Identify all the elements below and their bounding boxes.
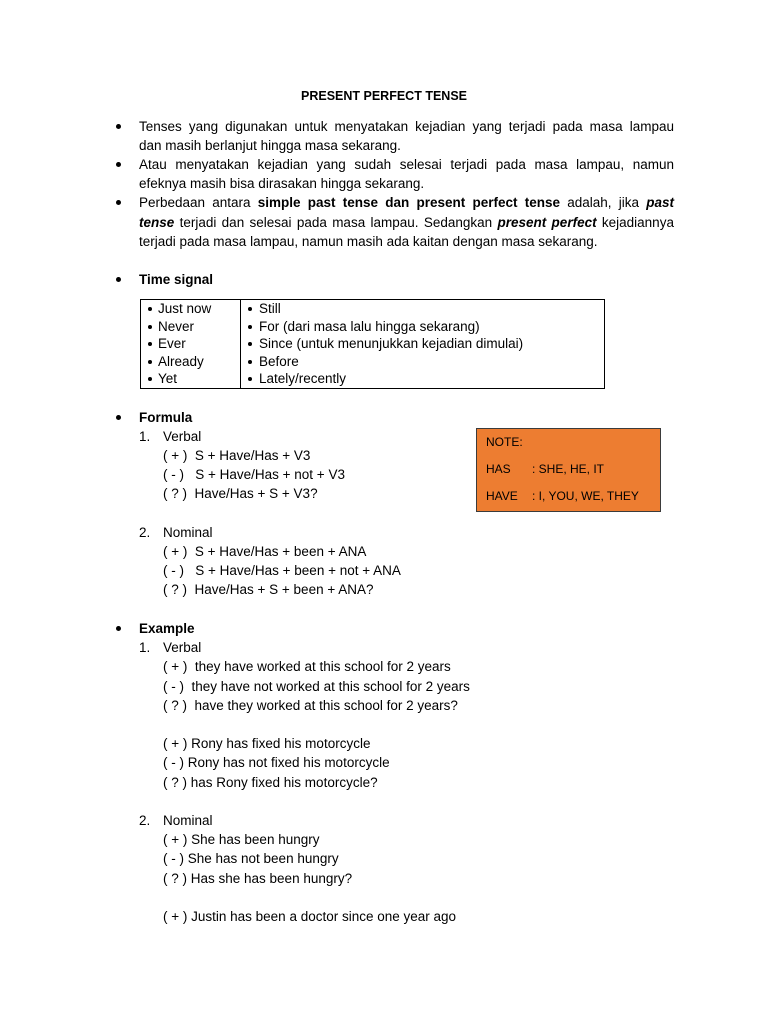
example-line: ( - ) they have not worked at this school for 2 years: [163, 678, 470, 694]
bullet-icon: [116, 162, 121, 167]
list-label: Nominal: [163, 524, 213, 540]
example-verbal-title: [139, 638, 470, 657]
bold-italic-term: present perfect: [497, 214, 597, 230]
bullet-icon: [248, 377, 252, 381]
time-signal-heading: [139, 270, 213, 289]
time-signal-table: [140, 299, 605, 389]
time-signal-text: Before: [259, 353, 299, 369]
bullet-icon: [248, 325, 252, 329]
formula-verbal-title: [139, 427, 401, 446]
bullet-icon: [248, 342, 252, 346]
list-label: Verbal: [163, 428, 202, 444]
intro-line: [139, 213, 674, 232]
bullet-icon: [148, 377, 152, 381]
time-signal-text: Just now: [158, 301, 212, 316]
note-box: [476, 428, 661, 512]
formula-line: ( + ) S + Have/Has + V3: [163, 447, 311, 463]
formula-line: ( - ) S + Have/Has + not + V3: [163, 467, 345, 483]
example-line: ( + ) they have worked at this school for 2 years: [163, 659, 451, 675]
time-signal-item: [241, 353, 604, 371]
plain-text: adalah, jika: [567, 195, 639, 211]
bullet-icon: [116, 277, 121, 282]
plain-text: terjadi dan selesai pada masa lampau. Sedangkan: [179, 214, 493, 230]
time-signal-item: [241, 370, 604, 388]
time-signal-item: [141, 300, 240, 318]
intro-item: [139, 193, 674, 251]
time-signal-text: Ever: [158, 336, 186, 352]
bullet-icon: [148, 360, 152, 364]
blank-line: [139, 888, 470, 907]
blank-line: [139, 504, 401, 523]
intro-line: [139, 193, 674, 212]
blank-line: [139, 715, 470, 734]
list-number: 2.: [139, 524, 151, 540]
formula-line: ( ? ) Have/Has + S + V3?: [163, 486, 318, 502]
time-signal-item: [241, 335, 604, 353]
page-title: PRESENT PERFECT TENSE: [301, 89, 467, 103]
note-label: HAVE: [486, 489, 518, 503]
note-value: : SHE, HE, IT: [532, 462, 605, 476]
example-section: [139, 619, 470, 926]
note-title: NOTE:: [486, 435, 523, 449]
time-signal-item: [141, 353, 240, 371]
bullet-icon: [248, 307, 252, 311]
bullet-icon: [148, 307, 152, 311]
time-signal-item: [241, 318, 604, 336]
time-signal-text: Since (untuk menunjukkan kejadian dimulai): [259, 336, 524, 352]
example-line: ( ? ) have they worked at this school for 2 years?: [163, 697, 458, 713]
formula-line: ( ? ) Have/Has + S + been + ANA?: [163, 582, 374, 598]
example-heading: [139, 619, 470, 638]
plain-text: Perbedaan antara: [139, 195, 251, 211]
time-signal-text: For (dari masa lalu hingga sekarang): [259, 318, 480, 334]
example-line: ( + ) Rony has fixed his motorcycle: [163, 736, 371, 752]
example-line: ( + ) She has been hungry: [163, 832, 320, 848]
intro-line: efeknya masih bisa dirasakan hingga sekarang.: [139, 176, 425, 192]
time-signal-item: [141, 370, 240, 388]
list-number: 1.: [139, 428, 151, 444]
bullet-icon: [148, 342, 152, 346]
example-nominal-title: [139, 811, 470, 830]
intro-line: dan masih berlanjut hingga masa sekarang.: [139, 137, 401, 153]
time-signal-item: [241, 300, 604, 318]
intro-line: terjadi pada masa lampau, namun masih ada kaitan dengan masa sekarang.: [139, 233, 598, 249]
time-signal-text: Never: [158, 318, 195, 334]
intro-item: [139, 155, 674, 193]
note-row: [486, 456, 660, 483]
list-label: Nominal: [163, 813, 213, 828]
plain-text: kejadiannya: [601, 214, 674, 230]
time-signal-item: [141, 335, 240, 353]
note-label: HAS: [486, 462, 511, 476]
note-row: [486, 483, 660, 510]
note-value: : I, YOU, WE, THEY: [532, 489, 639, 503]
intro-line: Atau menyatakan kejadian yang sudah selesai terjadi pada masa lampau, namun: [139, 156, 674, 172]
bold-italic-term: tense: [139, 214, 175, 230]
example-line: ( - ) She has not been hungry: [163, 851, 339, 867]
bold-term: simple past tense dan present perfect tense: [257, 195, 560, 211]
formula-line: ( - ) S + Have/Has + been + not + ANA: [163, 563, 401, 579]
list-label: Verbal: [163, 640, 202, 656]
bold-italic-term: past: [646, 195, 674, 211]
example-line: ( - ) Rony has not fixed his motorcycle: [163, 755, 390, 771]
formula-line: ( + ) S + Have/Has + been + ANA: [163, 543, 367, 559]
list-number: 1.: [139, 640, 151, 656]
time-signal-item: [141, 318, 240, 336]
time-signal-text: Yet: [158, 371, 178, 387]
time-signal-column-right: [241, 300, 604, 388]
bullet-icon: [148, 325, 152, 329]
time-signal-text: Still: [259, 301, 281, 316]
blank-line: [139, 792, 470, 811]
bullet-icon: [116, 200, 121, 205]
list-number: 2.: [139, 813, 151, 828]
formula-nominal-title: [139, 523, 401, 542]
bullet-icon: [116, 626, 121, 631]
intro-item: [139, 117, 674, 155]
bullet-icon: [248, 360, 252, 364]
time-signal-column-left: [141, 300, 241, 388]
example-line: ( + ) Justin has been a doctor since one year ago: [163, 909, 457, 924]
time-signal-text: Already: [158, 353, 204, 369]
heading-text: Formula: [139, 409, 193, 425]
bullet-icon: [116, 415, 121, 420]
heading-text: Time signal: [139, 271, 214, 287]
intro-line: Tenses yang digunakan untuk menyatakan kejadian yang terjadi pada masa lampau: [139, 118, 674, 134]
heading-text: Example: [139, 621, 195, 636]
example-line: ( ? ) has Rony fixed his motorcycle?: [163, 774, 378, 790]
formula-section: [139, 408, 401, 600]
intro-list: [139, 117, 674, 251]
example-line: ( ? ) Has she has been hungry?: [163, 870, 353, 886]
bullet-icon: [116, 124, 121, 129]
time-signal-text: Lately/recently: [259, 371, 347, 387]
formula-heading: [139, 408, 401, 427]
